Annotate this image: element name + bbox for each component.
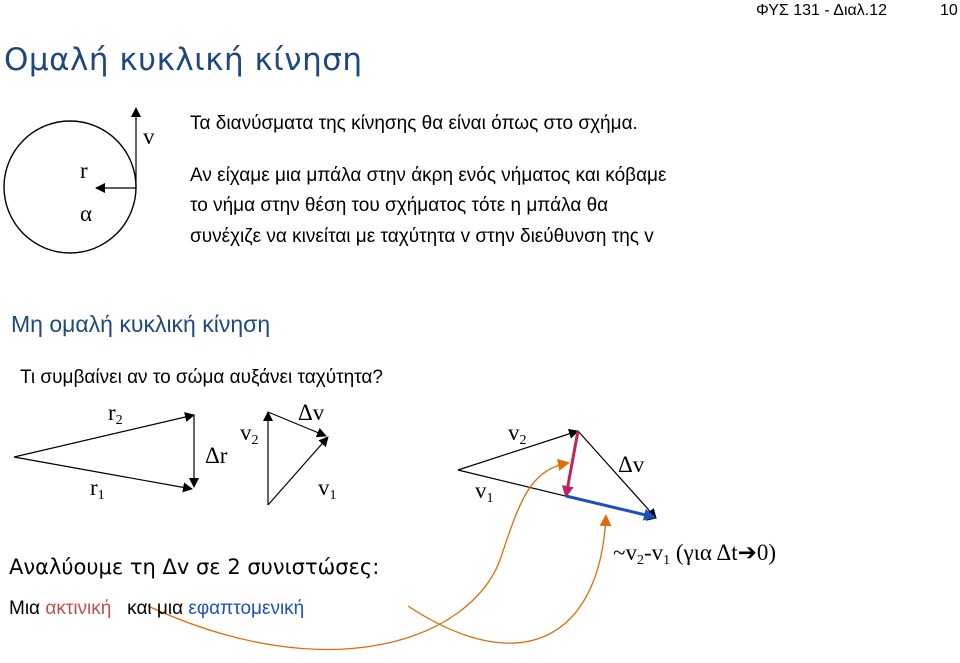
v1b-label	[475, 478, 494, 507]
formula-v2: ~v	[613, 540, 637, 565]
components-line	[9, 596, 304, 622]
page-title: Ομαλή κυκλική κίνηση	[4, 42, 363, 78]
v2a-label	[240, 420, 259, 449]
components-middle: και μια	[127, 598, 184, 619]
formula-limit: (για Δt	[670, 540, 738, 565]
r2-label	[108, 400, 123, 429]
r1-label	[90, 475, 105, 504]
angle-label: α	[80, 201, 93, 226]
formula-sub2: 2	[636, 553, 644, 568]
delta-v-formula	[613, 540, 776, 569]
section-title: Μη ομαλή κυκλική κίνηση	[11, 311, 271, 337]
tangential-component-arrow	[566, 496, 654, 517]
v1b-letter: v	[475, 478, 487, 503]
arrow-icon: ➔	[737, 540, 757, 565]
v2b-letter: v	[508, 420, 520, 445]
question-text: Τι συμβαίνει αν το σώμα αυξάνει ταχύτητα?	[20, 367, 383, 388]
intro-line-2: Αν είχαμε μια μπάλα στην άκρη ενός νήματος και κόβαμε	[190, 165, 667, 186]
radius-label: r	[80, 158, 88, 183]
tangential-link-curve	[408, 516, 606, 643]
delta-v-b-label: Δv	[618, 452, 645, 477]
radial-word: ακτινική	[45, 598, 112, 619]
decompose-text: Αναλύουμε τη Δv σε 2 συνιστώσες:	[9, 555, 380, 579]
r1-subscript: 1	[97, 488, 105, 503]
v1a-subscript: 1	[329, 488, 337, 503]
intro-line-3: το νήμα στην θέση του σχήματος τότε η μπάλα θα	[190, 195, 609, 216]
formula-zero: 0)	[756, 540, 777, 565]
v2b-subscript: 2	[519, 433, 527, 448]
r2-arrow	[14, 415, 194, 457]
intro-line-4: συνέχιζε να κινείται με ταχύτητα v στην διεύθυνση της v	[190, 226, 654, 247]
formula-sub1: 1	[663, 553, 671, 568]
r1-letter: r	[90, 475, 98, 500]
page-number: 10	[940, 2, 958, 19]
intro-line-1: Τα διανύσματα της κίνησης θα είναι όπως στο σχήμα.	[190, 113, 638, 134]
delta-v-b-arrow	[578, 431, 656, 518]
v2a-letter: v	[240, 420, 252, 445]
v2a-subscript: 2	[251, 433, 259, 448]
course-header: ΦΥΣ 131 - Διαλ.12	[756, 2, 888, 19]
motion-circle	[4, 121, 136, 253]
delta-v-label: Δv	[298, 400, 325, 425]
v1a-letter: v	[318, 475, 330, 500]
v1b-subscript: 1	[486, 491, 494, 506]
delta-r-label: Δr	[205, 443, 228, 468]
r2-subscript: 2	[115, 413, 123, 428]
v2b-label	[508, 420, 527, 449]
components-prefix: Μια	[9, 598, 41, 619]
formula-v1: -v	[643, 540, 664, 565]
v1a-label	[318, 475, 337, 504]
r2-letter: r	[108, 400, 116, 425]
velocity-label: v	[143, 124, 155, 149]
tangential-word: εφαπτομενική	[188, 598, 305, 619]
